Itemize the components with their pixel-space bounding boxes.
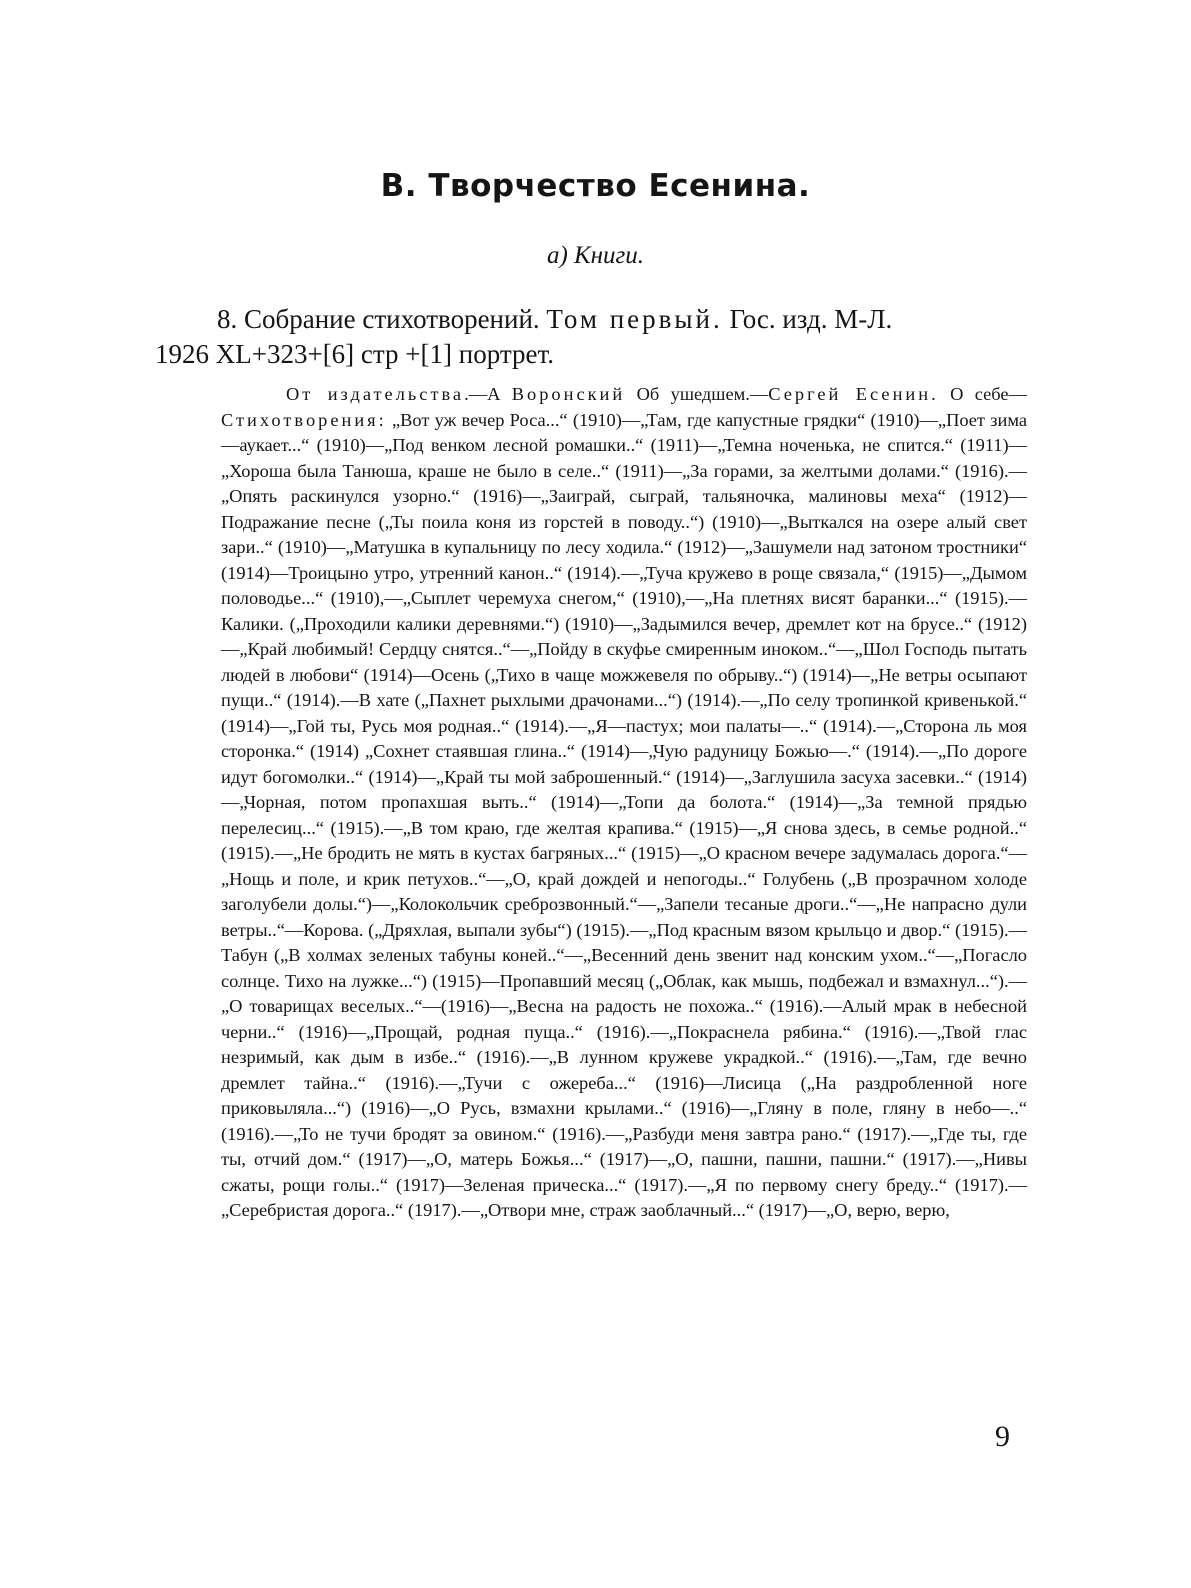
entry-title: Собрание стихотворений. xyxy=(244,304,540,334)
entry-title-line xyxy=(155,302,1025,337)
o-sebe: О себе— xyxy=(938,384,1027,404)
bibliography-entry xyxy=(155,302,1025,372)
voronsky-title: Об ушедшем.— xyxy=(625,384,769,404)
poems-list: „Вот уж вечер Роса...“ (1910)—„Там, где капустные грядки“ (1910)—„Поет зима—аукает...“ (1910)—„Под венком лесной ромашки..“ (1911)—„Темна ноченька, не спится.“ (1911)—„Хороша была Танюша, краше не было в селе..“ (1911)—„За горами, за желтыми долами.“ (1916).—„Опять раскинулся узорно.“ (1916)—„Заиграй, сыграй, тальяночка, малиновы меха“ (1912)—Подражание песне („Ты поила коня из горстей в поводу..“) (1910)—„Выткался на озере алый свет зари..“ (1910)—„Матушка в купальницу по лесу ходила.“ (1912)—„Зашумели над затоном тростники“ (1914)—Троицыно утро, утренний канон..“ (1914).—„Туча кружево в роще связала,“ (1915)—„Дымом половодье...“ (1910),—„Сыплет черемуха снегом,“ (1910),—„На плетнях висят баранки...“ (1915).—Калики. („Проходили калики деревнями.“) (1910)—„Задымился вечер, дремлет кот на брусе..“ (1912)—„Край любимый! Сердцу снятся..“—„Пойду в скуфье смиренным иноком..“—„Шол Господь пытать людей в любови“ (1914)—Осень („Тихо в чаще можжевеля по обрыву..“) (1914)—„Не ветры осыпают пущи..“ (1914).—В хате („Пахнет рыхлыми драчонами...“) (1914).—„По селу тропинкой кривенькой.“ (1914)—„Гой ты, Русь моя родная..“ (1914).—„Я—пастух; мои палаты—..“ (1914).—„Сторона ль моя сторонка.“ (1914) „Сохнет стаявшая глина..“ (1914)—„Чую радуницу Божью—.“ (1914).—„По дороге идут богомолки..“ (1914)—„Край ты мой заброшенный.“ (1914)—„Заглушила засуха засевки..“ (1914)—„Чорная, потом пропахшая выть..“ (1914)—„Топи да болота.“ (1914)—„За темной прядью перелесиц...“ (1915).—„В том краю, где желтая крапива.“ (1915)—„Я снова здесь, в семье родной..“ (1915).—„Не бродить не мять в кустах багряных...“ (1915)—„О красном вечере задумалась дорога.“—„Нощь и поле, и крик петухов..“—„О, край дождей и непогоды..“ Голубень („В прозрачном холоде заголубели долы.“)—„Колокольчик среброзвонный.“—„Запели тесаные дроги..“—„Не напрасно дули ветры..“—Корова. („Дряхлая, выпали зубы“) (1915).—„Под красным вязом крыльцо и двор.“ (1915).—Табун („В холмах зеленых табуны коней..“—„Весенний день звенит над конским ухом..“—„Погасло солнце. Тихо на лужке...“) (1915)—Пропавший месяц („Облак, как мышь, подбежал и взмахнул...“).—„О товарищах веселых..“—(1916)—„Весна на радость не похожа..“ (1916).—Алый мрак в небесной черни..“ (1916)—„Прощай, родная пуща..“ (1916).—„Покраснела рябина.“ (1916).—„Твой глас незримый, как дым в избе..“ (1916).—„В лунном кружеве украдкой..“ (1916).—„Там, где вечно дремлет тайна..“ (1916).—„Тучи с ожереба...“ (1916)—Лисица („На раздробленной ноге приковыляла...“) (1916)—„О Русь, взмахни крылами..“ (1916)—„Гляну в поле, гляну в небо—..“ (1916).—„То не тучи бродят за овином.“ (1916).—„Разбуди меня завтра рано.“ (1917).—„Где ты, где ты, отчий дом.“ (1917)—„О, матерь Божья...“ (1917)—„О, пашни, пашни, пашни.“ (1917).—„Нивы сжаты, рощи голы..“ (1917)—Зеленая прическа...“ (1917).—„Я по первому снегу бреду..“ (1917).—„Серебристая дорога..“ (1917).—„Отвори мне, страж заоблачный...“ (1917)—„О, верю, верю, xyxy=(221,409,1027,1220)
entry-publisher: Гос. изд. М-Л. xyxy=(729,304,893,334)
voronsky-name: Воронский xyxy=(511,384,626,404)
publisher-label: От издательства xyxy=(286,384,465,404)
entry-details: 1926 XL+323+[6] стр +[1] портрет. xyxy=(155,339,554,369)
entry-number: 8. xyxy=(217,304,238,334)
page-number: 9 xyxy=(995,1420,1010,1453)
contents-paragraph xyxy=(221,382,1027,1224)
esenin-name: Сергей Есенин. xyxy=(768,384,939,404)
subsection-heading: а) Книги. xyxy=(546,242,645,269)
poems-label: Стихотворения: xyxy=(221,409,387,430)
section-heading: B. Творчество Есенина. xyxy=(380,168,811,204)
after-publisher: .—А xyxy=(464,384,501,404)
entry-volume: Том первый. xyxy=(546,304,723,334)
